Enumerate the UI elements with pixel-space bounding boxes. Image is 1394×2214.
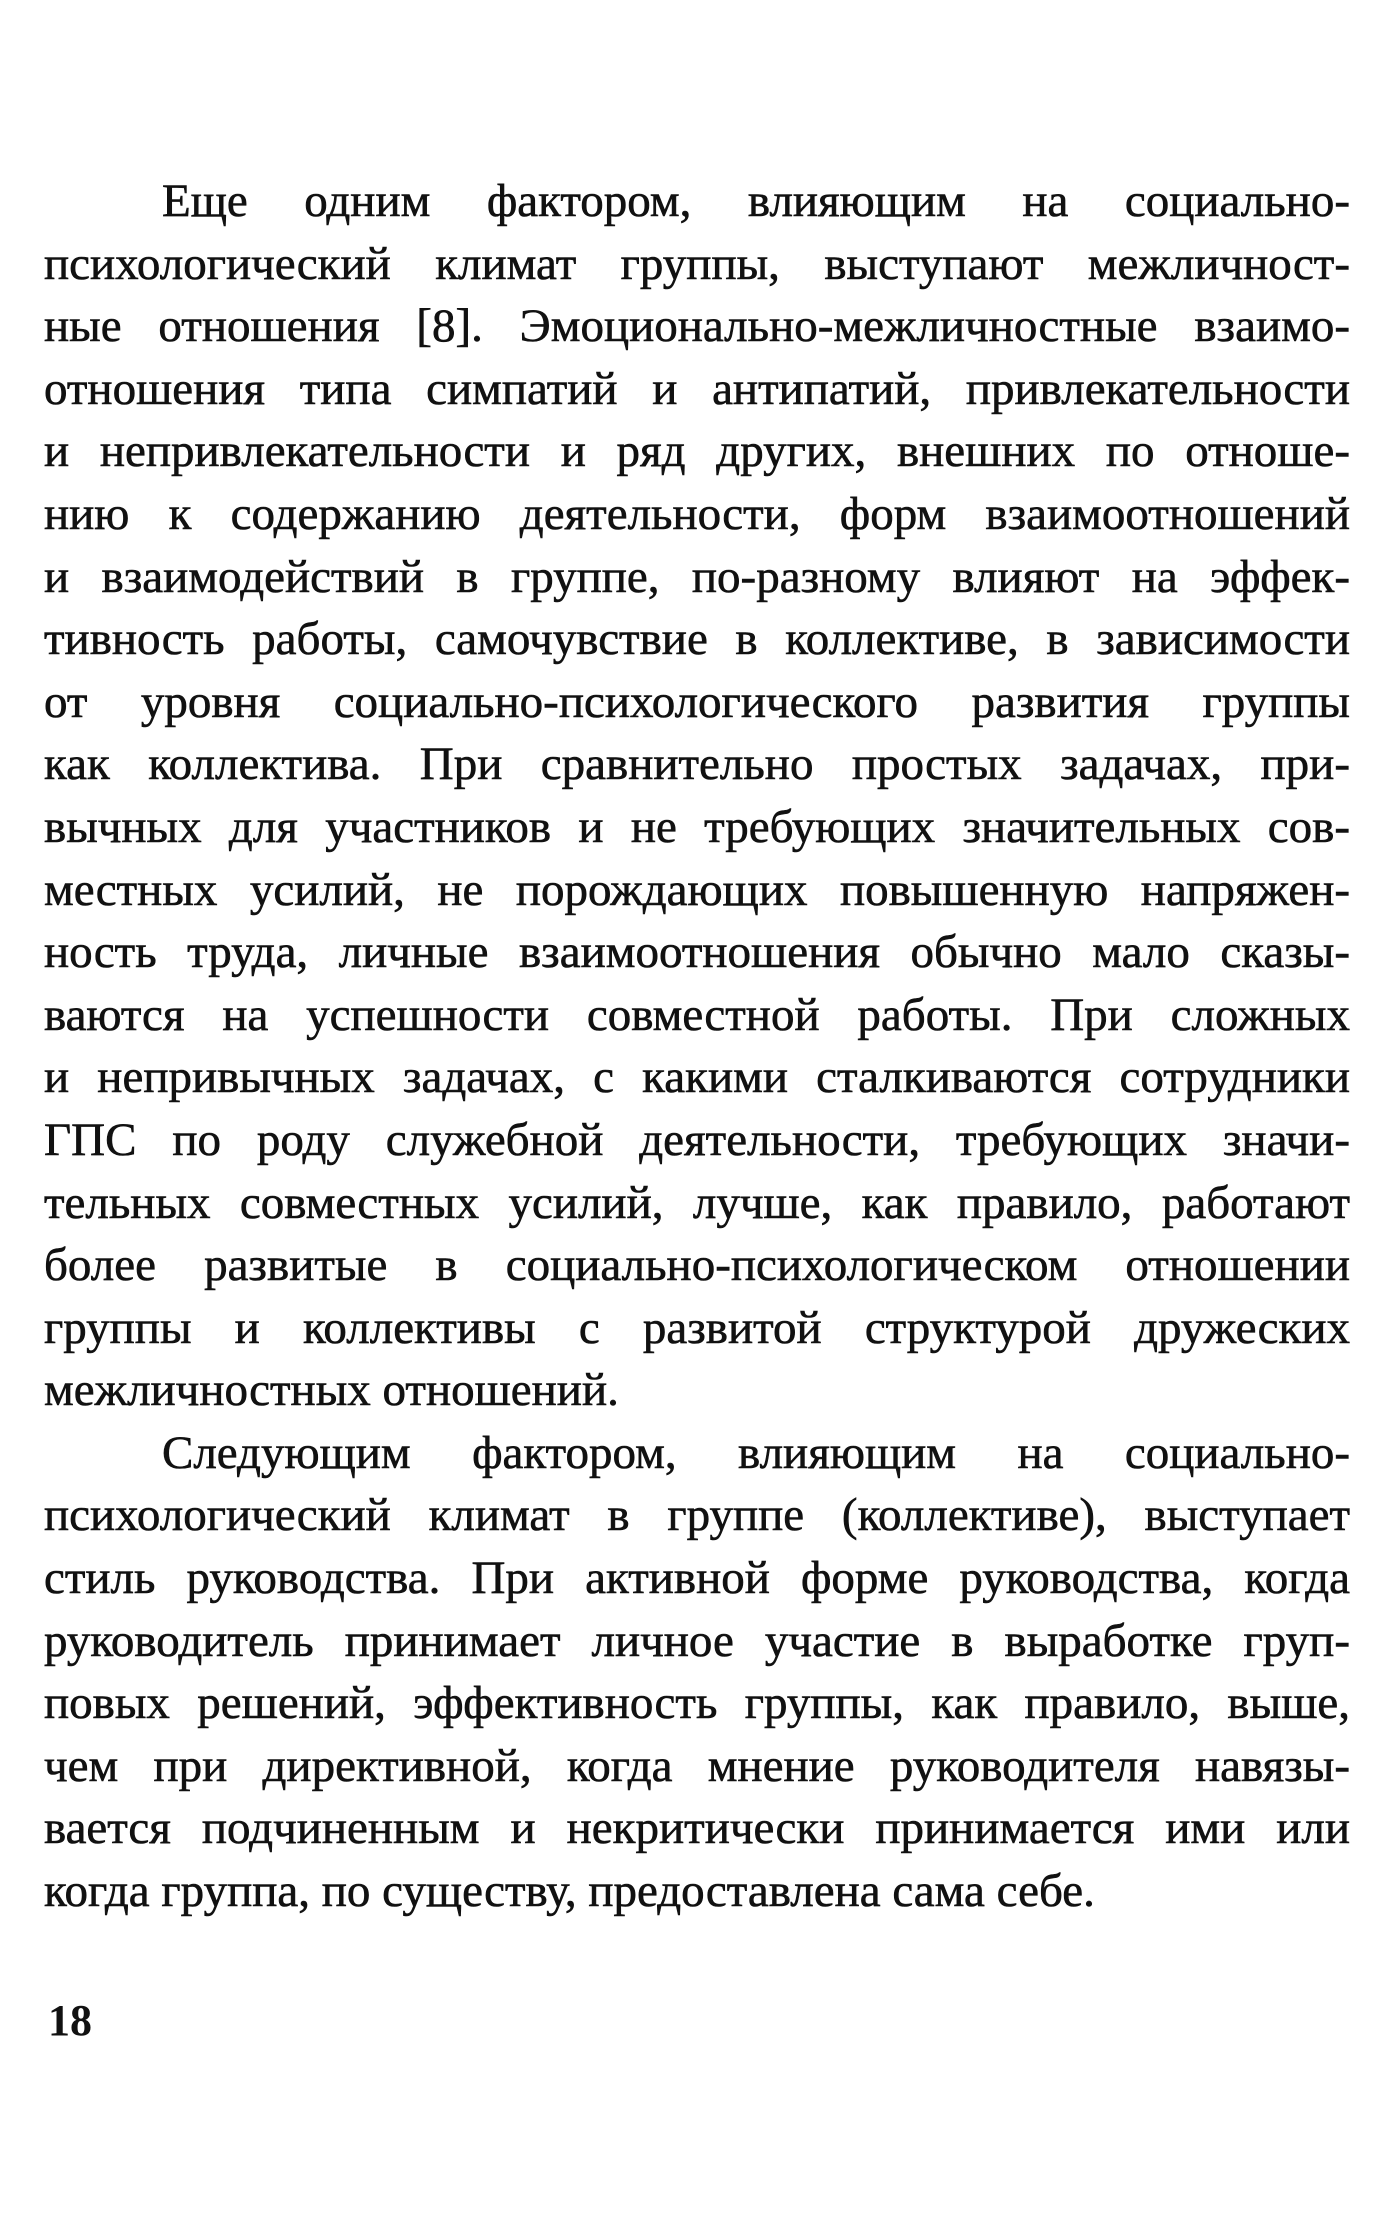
text-line: ные отношения [8]. Эмоционально-межличностные взаимо- bbox=[44, 300, 1350, 353]
text-line: межличностных отношений. bbox=[44, 1364, 619, 1417]
text-line: как коллектива. При сравнительно простых задачах, при- bbox=[44, 738, 1350, 791]
text-line: отношения типа симпатий и антипатий, привлекательности bbox=[44, 362, 1350, 415]
text-line: от уровня социально-психологического развития группы bbox=[44, 675, 1350, 728]
text-line: и непривлекательности и ряд других, внешних по отноше- bbox=[44, 425, 1350, 478]
text-line: тивность работы, самочувствие в коллективе, в зависимости bbox=[44, 613, 1350, 666]
text-line: и непривычных задачах, с какими сталкиваются сотрудники bbox=[44, 1051, 1350, 1104]
paragraph-2 bbox=[44, 1422, 1350, 1923]
text-line: вычных для участников и не требующих значительных сов- bbox=[44, 800, 1350, 853]
text-line: более развитые в социально-психологическом отношении bbox=[44, 1239, 1350, 1292]
body-text bbox=[44, 170, 1350, 1923]
text-line: повых решений, эффективность группы, как правило, выше, bbox=[44, 1677, 1350, 1730]
page-number: 18 bbox=[48, 1996, 92, 2045]
text-line: психологический климат группы, выступают межличност- bbox=[44, 237, 1350, 290]
text-line: когда группа, по существу, предоставлена сама себе. bbox=[44, 1865, 1095, 1918]
text-line: нию к содержанию деятельности, форм взаимоотношений bbox=[44, 487, 1350, 540]
text-line: и взаимодействий в группе, по-разному влияют на эффек- bbox=[44, 550, 1350, 603]
text-line: чем при директивной, когда мнение руководителя навязы- bbox=[44, 1739, 1350, 1792]
text-line: ность труда, личные взаимоотношения обычно мало сказы- bbox=[44, 926, 1350, 979]
text-line: ГПС по роду служебной деятельности, требующих значи- bbox=[44, 1113, 1350, 1166]
text-line: стиль руководства. При активной форме руководства, когда bbox=[44, 1552, 1350, 1605]
text-line: тельных совместных усилий, лучше, как правило, работают bbox=[44, 1176, 1350, 1229]
text-line: Еще одним фактором, влияющим на социально- bbox=[162, 175, 1350, 227]
text-line: психологический климат в группе (коллективе), выступает bbox=[44, 1489, 1350, 1542]
text-line: вается подчиненным и некритически принимается ими или bbox=[44, 1802, 1350, 1855]
text-line: группы и коллективы с развитой структурой дружеских bbox=[44, 1301, 1350, 1354]
text-line: Следующим фактором, влияющим на социально- bbox=[162, 1426, 1350, 1479]
text-line: местных усилий, не порождающих повышенную напряжен- bbox=[44, 863, 1350, 916]
text-line: ваются на успешности совместной работы. При сложных bbox=[44, 988, 1350, 1041]
text-line: руководитель принимает личное участие в выработке груп- bbox=[44, 1614, 1350, 1667]
paragraph-1 bbox=[44, 170, 1350, 1422]
